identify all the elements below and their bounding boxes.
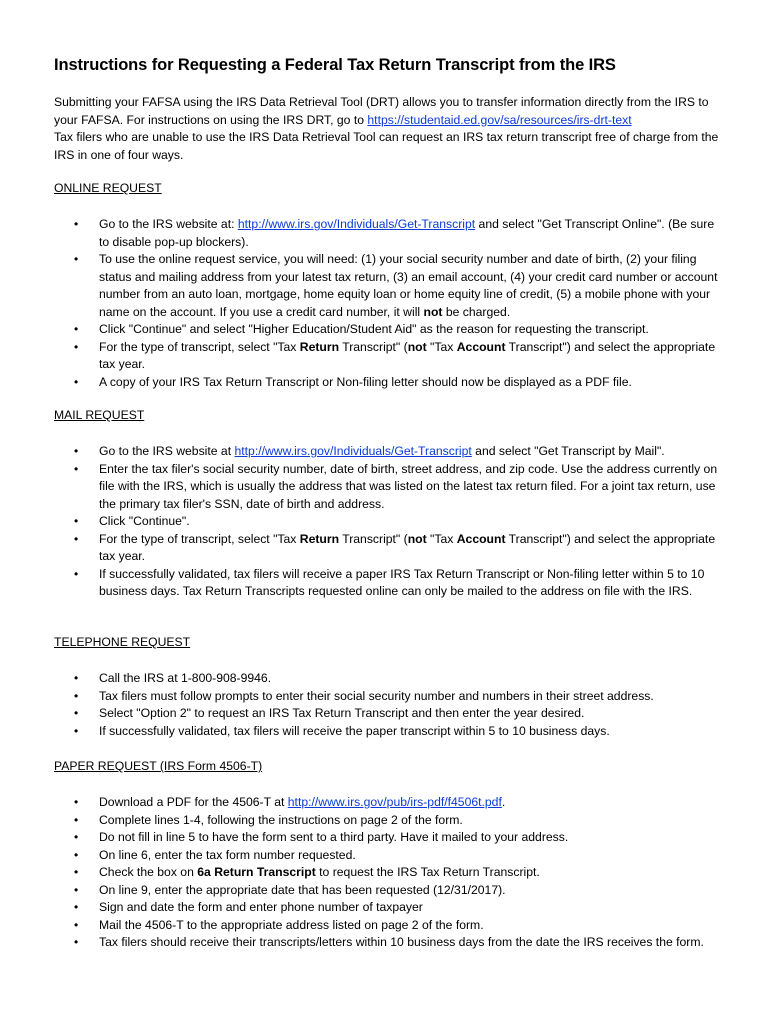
list-item: • Go to the IRS website at http://www.irs.gov/Individuals/Get-Transcript and select "Get Transcript by Mail". [0,443,720,461]
intro-text-1: Submitting your FAFSA using the IRS Data Retrieval Tool (DRT) allows you to transfer information directly from the IRS to your FAFSA. For instructions on using the IRS DRT, go to [54,95,709,127]
bullet-icon: • [74,935,79,949]
bullet-icon: • [74,252,79,266]
list-item: • On line 9, enter the appropriate date that has been requested (12/31/2017). [0,882,720,900]
page-title: Instructions for Requesting a Federal Tax Return Transcript from the IRS [54,56,616,74]
bullet-icon: • [74,706,79,720]
get-transcript-mail-link[interactable]: http://www.irs.gov/Individuals/Get-Transcript [234,444,472,458]
list-item: • Download a PDF for the 4506-T at http://www.irs.gov/pub/irs-pdf/f4506t.pdf. [0,794,720,812]
bullet-icon: • [74,461,79,476]
intro-paragraph [54,94,734,164]
list-item: • For the type of transcript, select "Tax Return Transcript" (not "Tax Account Transcript") and select the appropriate tax year. [74,531,716,563]
bullet-icon: • [74,339,79,354]
bullet-icon: • [74,812,79,827]
bullet-icon: • [74,374,79,389]
list-item: • Sign and date the form and enter phone number of taxpayer [0,899,720,917]
bullet-icon: • [74,723,79,738]
online-request-heading: ONLINE REQUEST [54,181,162,195]
list-item: • To use the online request service, you will need: (1) your social security number and date of birth, (2) your filing status and mailing address from your latest tax return, (3) an email account, (4) your credit card number or account number from an auto loan, mortgage, home equity loan or home equity line of credit, (5) a mobile phone with your name on the account. If you use a credit card number, it will not be charged. [74,252,718,319]
intro-text-2: Tax filers who are unable to use the IRS Data Retrieval Tool can request an IRS tax return transcript free of charge from the IRS in one of four ways. [54,130,719,162]
bullet-icon: • [74,847,79,862]
bullet-icon: • [74,566,79,581]
bullet-icon: • [74,217,79,231]
bullet-icon: • [74,795,79,809]
mail-request-heading: MAIL REQUEST [54,408,145,422]
paper-request-heading: PAPER REQUEST (IRS Form 4506-T) [54,759,263,773]
bullet-icon: • [74,830,79,844]
bullet-icon: • [74,900,79,914]
list-item: • On line 6, enter the tax form number requested. [0,847,720,865]
list-item: • Click "Continue" and select "Higher Education/Student Aid" as the reason for requesting the transcript. [0,321,720,339]
list-item: • For the type of transcript, select "Tax Return Transcript" (not "Tax Account Transcript") and select the appropriate tax year. [74,339,716,371]
list-item: • Tax filers should receive their transcripts/letters within 10 business days from the date the IRS receives the form. [0,934,720,952]
list-item: • Mail the 4506-T to the appropriate address listed on page 2 of the form. [0,917,720,935]
bullet-icon: • [74,688,79,703]
paper-request-list [0,794,720,952]
list-item: • Do not fill in line 5 to have the form sent to a third party. Have it mailed to your address. [0,829,720,847]
form-4506t-link[interactable]: http://www.irs.gov/pub/irs-pdf/f4506t.pdf [287,795,502,809]
list-item: • If successfully validated, tax filers will receive a paper IRS Tax Return Transcript or Non-filing letter within 5 to 10 business days. Tax Return Transcripts requested online can only be mailed to the address on file with the IRS. [74,566,705,598]
telephone-request-list [0,670,720,740]
mail-request-list [0,443,720,601]
list-item: • Enter the tax filer's social security number, date of birth, street address, and zip code. Use the address currently on file with the IRS, which is usually the address that was listed on the latest tax return filed. For a joint tax return, use the primary tax filer's SSN, date of birth and address. [74,461,718,511]
list-item: • Call the IRS at 1-800-908-9946. [0,670,720,688]
bullet-icon: • [74,322,79,336]
bullet-icon: • [74,671,79,685]
online-request-list [0,216,720,391]
list-item: • Go to the IRS website at: http://www.irs.gov/Individuals/Get-Transcript and select "Get Transcript Online". (Be sure to disable pop-up blockers). [74,217,715,249]
list-item: • A copy of your IRS Tax Return Transcript or Non-filing letter should now be displayed as a PDF file. [0,374,720,392]
bullet-icon: • [74,882,79,897]
telephone-request-heading: TELEPHONE REQUEST [54,635,191,649]
bullet-icon: • [74,917,79,932]
list-item: • Check the box on 6a Return Transcript to request the IRS Tax Return Transcript. [0,864,720,882]
bullet-icon: • [74,444,79,458]
drt-instructions-link[interactable]: https://studentaid.ed.gov/sa/resources/irs-drt-text [367,112,632,127]
bullet-icon: • [74,514,79,528]
get-transcript-link[interactable]: http://www.irs.gov/Individuals/Get-Transcript [237,217,476,231]
list-item: • Tax filers must follow prompts to enter their social security number and numbers in their street address. [0,688,720,706]
list-item: • Select "Option 2" to request an IRS Tax Return Transcript and then enter the year desired. [0,705,720,723]
list-item: • Click "Continue". [0,513,720,531]
list-item: • Complete lines 1-4, following the instructions on page 2 of the form. [0,812,720,830]
bullet-icon: • [74,865,79,879]
bullet-icon: • [74,531,79,546]
list-item: • If successfully validated, tax filers will receive the paper transcript within 5 to 10 business days. [0,723,720,741]
